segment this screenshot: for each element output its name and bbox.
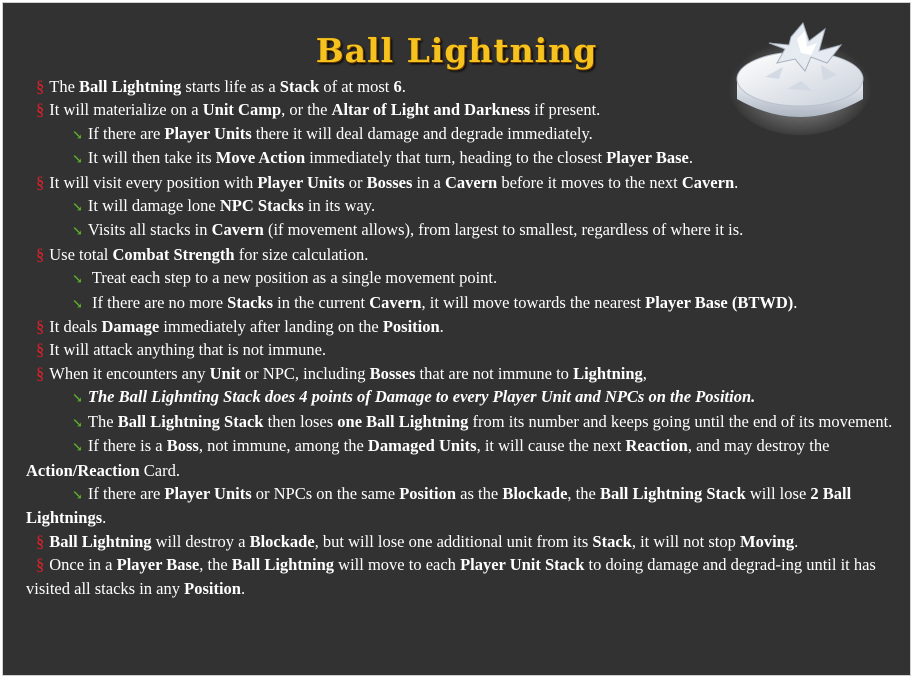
bold-term: Stacks bbox=[227, 292, 274, 312]
rule-text: It will damage lone bbox=[87, 196, 220, 216]
section-sign-icon: § bbox=[36, 77, 45, 96]
rule-text: , or the bbox=[281, 100, 332, 120]
rule-text: It will attack anything that is not immune. bbox=[49, 340, 327, 360]
bold-term: (BTWD) bbox=[731, 292, 794, 312]
green-arrow-icon: ↘ bbox=[72, 414, 83, 430]
bold-term: 6 bbox=[393, 77, 402, 96]
rule-text: . bbox=[439, 317, 444, 337]
bold-term: Blockade bbox=[502, 483, 568, 503]
green-arrow-icon: ↘ bbox=[72, 295, 83, 311]
rule-subline bbox=[26, 266, 894, 290]
bold-term: Cavern bbox=[211, 220, 264, 240]
rule-line bbox=[26, 243, 894, 266]
rule-text: , the bbox=[199, 555, 232, 575]
rule-text: When it encounters any bbox=[49, 363, 210, 383]
rule-text: (if movement allows), from largest to smallest, regardless of where it is. bbox=[263, 220, 744, 240]
bold-term: Bosses bbox=[366, 172, 413, 192]
rule-text: there it will deal damage and degrade immediately. bbox=[251, 123, 593, 143]
bold-term: Boss bbox=[166, 436, 199, 456]
bold-term: Player Base bbox=[606, 148, 689, 168]
rule-text: If there is a bbox=[87, 436, 167, 456]
rule-text: . bbox=[793, 292, 798, 312]
rule-text: to doing damage and degrad-ing until it has visited all stacks in any bbox=[26, 555, 876, 598]
rule-text: will destroy a bbox=[151, 531, 250, 551]
section-sign-icon: § bbox=[36, 555, 45, 575]
bold-term: one Ball Lightning bbox=[337, 411, 469, 431]
rule-text: in the current bbox=[273, 292, 370, 312]
page-title: Ball Lightning bbox=[315, 31, 598, 70]
bold-term: Damage bbox=[101, 317, 160, 337]
rule-text: starts life as a bbox=[181, 77, 280, 96]
rule-subline bbox=[26, 385, 894, 409]
bold-term: Stack bbox=[279, 77, 320, 96]
rule-text: of at most bbox=[319, 77, 394, 96]
rule-text: . bbox=[240, 578, 246, 598]
section-sign-icon: § bbox=[36, 172, 45, 192]
rule-text: , it will move towards the nearest bbox=[421, 292, 646, 312]
rule-text: The Ball Lighnting Stack does 4 points of Damage to every Player Unit and NPCs on the Position. bbox=[87, 387, 756, 407]
rule-text: It deals bbox=[49, 317, 102, 337]
green-arrow-icon: ↘ bbox=[72, 151, 83, 167]
rules-text bbox=[26, 75, 894, 600]
rules-panel bbox=[2, 2, 911, 676]
bold-term: Unit bbox=[209, 363, 241, 383]
rule-subline bbox=[26, 194, 894, 218]
green-arrow-icon: ↘ bbox=[72, 439, 83, 455]
rule-text: in a bbox=[412, 172, 445, 192]
rule-text: immediately after landing on the bbox=[159, 317, 383, 337]
bold-term: Player Units bbox=[257, 172, 345, 192]
rule-text: immediately that turn, heading to the closest bbox=[305, 148, 607, 168]
rule-text: If there are bbox=[87, 123, 165, 143]
bold-term: Damaged Units bbox=[367, 436, 477, 456]
rule-subline bbox=[26, 146, 894, 170]
rule-text: before it moves to the next bbox=[497, 172, 682, 192]
rule-subline bbox=[26, 291, 894, 315]
rule-text: . bbox=[401, 77, 406, 96]
rule-text: , the bbox=[567, 483, 600, 503]
rule-text: will move to each bbox=[334, 555, 461, 575]
bold-term: Player Unit Stack bbox=[460, 555, 585, 575]
bold-term: Player Base bbox=[645, 292, 728, 312]
rule-line bbox=[26, 75, 894, 98]
green-arrow-icon: ↘ bbox=[72, 271, 83, 287]
rule-text: . bbox=[734, 172, 739, 192]
bold-term: Player Units bbox=[164, 123, 252, 143]
rule-subline bbox=[26, 410, 894, 434]
rule-text: If there are bbox=[87, 483, 165, 503]
bold-term: Ball Lightning Stack bbox=[117, 411, 264, 431]
rule-line bbox=[26, 530, 894, 553]
bold-term: Position bbox=[382, 317, 440, 337]
bold-term: Bosses bbox=[369, 363, 416, 383]
rule-text: If there are no more bbox=[87, 292, 228, 312]
rule-subline bbox=[26, 434, 894, 482]
section-sign-icon: § bbox=[36, 100, 45, 120]
rule-text: , but will lose one additional unit from its bbox=[314, 531, 593, 551]
rule-text: in its way. bbox=[303, 196, 376, 216]
green-arrow-icon: ↘ bbox=[72, 199, 83, 215]
rule-text: Once in a bbox=[49, 555, 117, 575]
section-sign-icon: § bbox=[36, 363, 45, 383]
bold-term: Cavern bbox=[369, 292, 422, 312]
bold-term: Ball Lightning bbox=[49, 531, 152, 551]
rule-text: then loses bbox=[263, 411, 338, 431]
rule-text: Card. bbox=[139, 460, 180, 480]
rule-subline bbox=[26, 218, 894, 242]
rule-text: , not immune, among the bbox=[198, 436, 368, 456]
rule-text: It will visit every position with bbox=[49, 172, 258, 192]
rule-text: Visits all stacks in bbox=[87, 220, 212, 240]
rule-line bbox=[26, 98, 894, 121]
bold-term: Combat Strength bbox=[112, 244, 235, 264]
bold-term: Cavern bbox=[444, 172, 498, 192]
rule-text: Use total bbox=[49, 244, 113, 264]
section-sign-icon: § bbox=[36, 244, 45, 264]
rule-text: It will materialize on a bbox=[49, 100, 203, 120]
bold-term: Player Units bbox=[164, 483, 252, 503]
bold-term: Ball Lightning Stack bbox=[599, 483, 746, 503]
rule-text: or NPCs on the same bbox=[251, 483, 400, 503]
green-arrow-icon: ↘ bbox=[72, 223, 83, 239]
bold-term: 2 Ball Lightnings bbox=[26, 483, 852, 528]
rule-text: if present. bbox=[530, 100, 601, 120]
rule-text: It will then take its bbox=[87, 148, 216, 168]
rule-text: , and may destroy the bbox=[687, 436, 830, 456]
bold-term: Player Base bbox=[116, 555, 200, 575]
bold-term: Ball Lightning bbox=[231, 555, 335, 575]
rule-line bbox=[26, 171, 894, 194]
rule-text: Treat each step to a new position as a single movement point. bbox=[87, 268, 498, 288]
section-sign-icon: § bbox=[36, 317, 45, 337]
rule-text: The bbox=[87, 411, 118, 431]
bold-term: Move Action bbox=[215, 148, 306, 168]
green-arrow-icon: ↘ bbox=[72, 390, 83, 406]
rule-text: that are not immune to bbox=[415, 363, 574, 383]
rule-subline bbox=[26, 122, 894, 146]
bold-term: Ball Lightning bbox=[79, 77, 182, 96]
rule-text: or bbox=[344, 172, 367, 192]
rule-text: , bbox=[642, 363, 647, 383]
section-sign-icon: § bbox=[36, 531, 45, 551]
rule-text: for size calculation. bbox=[234, 244, 369, 264]
section-sign-icon: § bbox=[36, 340, 45, 360]
bold-term: Position bbox=[399, 483, 457, 503]
bold-term: Position bbox=[184, 578, 241, 598]
rule-text: or NPC, including bbox=[240, 363, 370, 383]
bold-term: Unit Camp bbox=[202, 100, 282, 120]
bold-term: Blockade bbox=[249, 531, 315, 551]
rule-text: will lose bbox=[745, 483, 811, 503]
bold-term: Stack bbox=[592, 531, 632, 551]
bold-term: Moving bbox=[740, 531, 795, 551]
green-arrow-icon: ↘ bbox=[72, 126, 83, 142]
rule-text: as the bbox=[456, 483, 503, 503]
bold-term: Altar of Light and Darkness bbox=[331, 100, 531, 120]
rule-text: . bbox=[688, 148, 693, 168]
bold-term: NPC Stacks bbox=[219, 196, 304, 216]
rule-text: . bbox=[794, 531, 799, 551]
rule-text: , it will cause the next bbox=[476, 436, 626, 456]
bold-term: Cavern bbox=[681, 172, 735, 192]
rule-line bbox=[26, 338, 894, 361]
rule-subline bbox=[26, 482, 894, 530]
rule-text: , it will not stop bbox=[631, 531, 741, 551]
rule-line bbox=[26, 362, 894, 385]
rule-text: from its number and keeps going until the end of its movement. bbox=[468, 411, 893, 431]
bold-term: Lightning bbox=[573, 363, 643, 383]
rule-text: The bbox=[49, 77, 80, 96]
bold-term: Reaction bbox=[625, 436, 688, 456]
rule-line bbox=[26, 315, 894, 338]
green-arrow-icon: ↘ bbox=[72, 486, 83, 502]
rule-text: . bbox=[102, 508, 107, 528]
bold-term: Action/Reaction bbox=[26, 460, 140, 480]
rule-line bbox=[26, 553, 894, 600]
